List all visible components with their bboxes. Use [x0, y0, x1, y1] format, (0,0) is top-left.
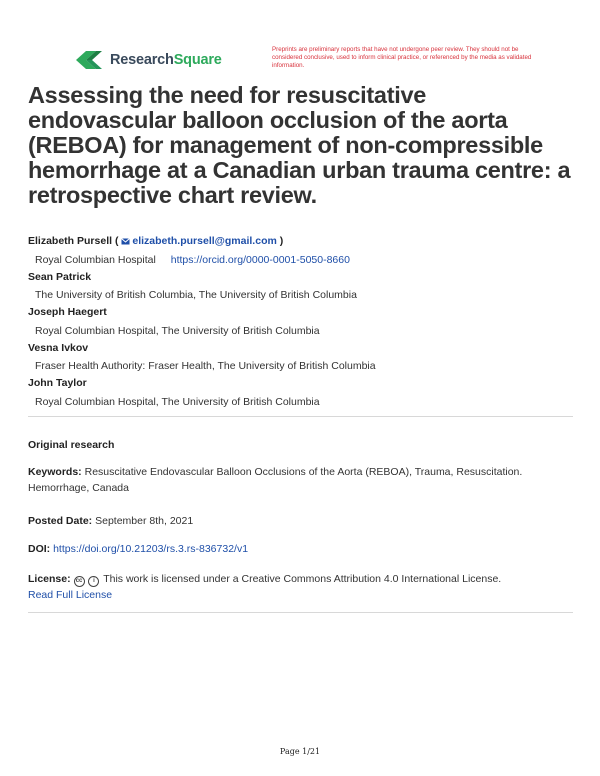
research-square-logo-icon	[74, 47, 104, 73]
doi-label: DOI:	[28, 543, 51, 555]
keywords-value: Resuscitative Endovascular Balloon Occlusions of the Aorta (REBOA), Trauma, Resuscitation. Hemorrhage, Canada	[28, 466, 523, 494]
doi-section	[28, 541, 573, 557]
paper-title: Assessing the need for resuscitative endovascular balloon occlusion of the aorta (REBOA) for management of non-compressible hemorrhage at a Canadian urban trauma centre: a retrospective chart review.	[28, 82, 571, 208]
license-section	[28, 571, 573, 603]
author-affiliation: Fraser Health Authority: Fraser Health, The University of British Columbia	[35, 360, 376, 372]
license-label: License:	[28, 573, 71, 585]
posted-date-label: Posted Date:	[28, 515, 93, 527]
divider-bottom	[28, 612, 573, 613]
author-name-text: Elizabeth Pursell	[28, 235, 113, 247]
author-affiliation	[28, 251, 573, 269]
author-affiliation: Royal Columbian Hospital, The University of British Columbia	[35, 395, 320, 408]
attribution-icon: i	[88, 576, 99, 587]
creative-commons-icon: cc	[74, 576, 85, 587]
divider-top	[28, 416, 573, 417]
keywords-section	[28, 464, 573, 496]
read-full-license-link[interactable]: Read Full License	[28, 589, 113, 601]
author-name: Elizabeth Pursell ( elizabeth.pursell@gmail.com )	[28, 235, 284, 247]
posted-date-value: September 8th, 2021	[95, 515, 194, 527]
author-name: Vesna Ivkov	[28, 341, 89, 354]
keywords-label: Keywords:	[28, 466, 82, 478]
author-email-link[interactable]	[121, 235, 276, 247]
author-affiliation: The University of British Columbia, The University of British Columbia	[35, 289, 357, 301]
orcid-link[interactable]: https://orcid.org/0000-0001-5050-8660	[170, 253, 350, 266]
envelope-icon	[121, 238, 130, 245]
logo-text-research: Research	[110, 52, 174, 68]
license-text: This work is licensed under a Creative Commons Attribution 4.0 International License.	[103, 573, 502, 585]
article-type: Original research	[28, 439, 115, 451]
research-square-logo[interactable]	[74, 47, 222, 73]
author-name: Joseph Haegert	[28, 306, 107, 318]
doi-link[interactable]: https://doi.org/10.21203/rs.3.rs-836732/v1	[53, 543, 249, 555]
logo-text-square: Square	[173, 52, 222, 68]
author-list	[28, 233, 573, 411]
author-affiliation: Royal Columbian Hospital, The University of British Columbia	[35, 324, 320, 337]
page-number: Page 1/21	[279, 747, 321, 756]
author-email: elizabeth.pursell@gmail.com	[132, 235, 277, 247]
author-affiliation-text: Royal Columbian Hospital	[35, 253, 156, 266]
posted-date-section	[28, 513, 573, 529]
author-name: John Taylor	[28, 377, 87, 389]
preprint-disclaimer: Preprints are preliminary reports that have not undergone peer review. They should not be considered conclusive, used to inform clinical practice, or referenced by the media as validated information.	[272, 46, 532, 69]
logo-text	[110, 52, 222, 68]
author-name: Sean Patrick	[28, 270, 92, 283]
